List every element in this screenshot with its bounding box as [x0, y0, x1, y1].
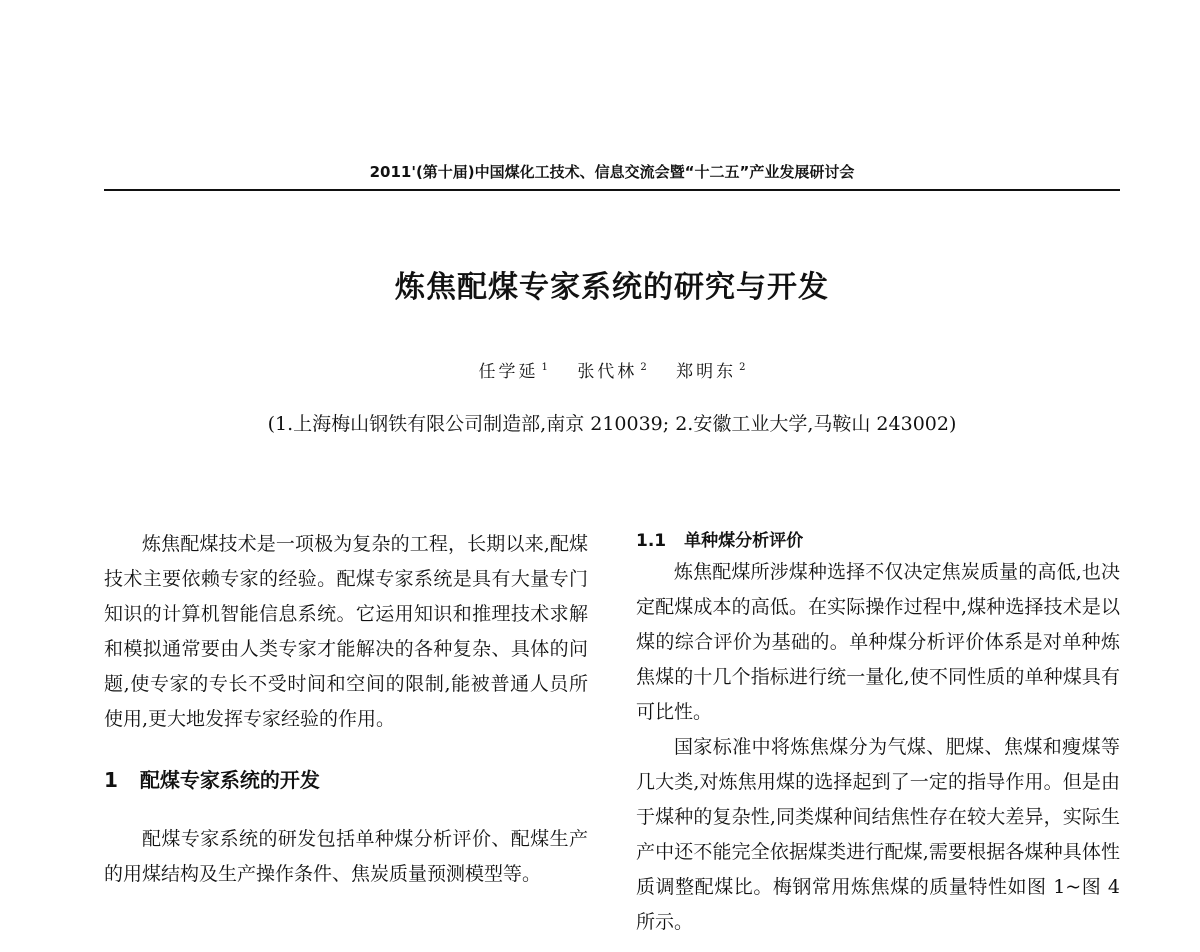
paper-title: 炼焦配煤专家系统的研究与开发: [395, 270, 829, 305]
subsection-heading: [636, 527, 1120, 555]
author: 任学延 $^1$: [478, 362, 548, 382]
affiliations: (1.上海梅山钢铁有限公司制造部,南京 210039; 2.安徽工业大学,马鞍山 243002): [267, 413, 957, 435]
affiliation-mark: 2: [640, 362, 647, 373]
author-list: [104, 355, 1120, 385]
body-paragraph: 炼焦配煤所涉煤种选择不仅决定焦炭质量的高低,也决定配煤成本的高低。在实际操作过程中,煤种选择技术是以煤的综合评价为基础的。单种煤分析评价体系是对单种炼焦煤的十几个指标进行统一量化,使不同性质的单种煤具有可比性。: [636, 561, 1120, 723]
intro-paragraph: 炼焦配煤技术是一项极为复杂的工程，长期以来,配煤技术主要依赖专家的经验。配煤专家系统是具有大量专门知识的计算机智能信息系统。它运用知识和推理技术求解和模拟通常要由人类专家才能解决的各种复杂、具体的问题,使专家的专长不受时间和空间的限制,能被普通人员所使用,更大地发挥专家经验的作用。: [104, 533, 588, 730]
body-paragraph: 国家标准中将炼焦煤分为气煤、肥煤、焦煤和瘦煤等几大类,对炼焦用煤的选择起到了一定的指导作用。但是由于煤种的复杂性,同类煤种间结焦性存在较大差异，实际生产中还不能完全依据煤类进行配煤,需要根据各煤种具体性质调整配煤比。梅钢常用炼焦煤的质量特性如图 1~图 4 所示。: [636, 736, 1120, 933]
subsection-title: 单种煤分析评价: [684, 531, 804, 551]
running-header: 2011'(第十届)中国煤化工技术、信息交流会暨“十二五”产业发展研讨会: [369, 163, 855, 181]
section-paragraph: 配煤专家系统的研发包括单种煤分析评价、配煤生产的用煤结构及生产操作条件、焦炭质量预测模型等。: [104, 828, 588, 885]
section-title: 配煤专家系统的开发: [139, 768, 320, 792]
affiliation-mark: 2: [739, 362, 746, 373]
section-number: 1: [104, 768, 118, 792]
author: 张代林 $^2$: [577, 362, 647, 382]
right-column: [636, 527, 1120, 940]
left-column: [104, 527, 588, 892]
subsection-number: 1.1: [636, 531, 667, 551]
header-rule: [104, 189, 1120, 191]
affiliation-mark: 1: [541, 362, 548, 373]
author: 郑明东 $^2$: [676, 362, 746, 382]
section-heading: [104, 763, 588, 798]
